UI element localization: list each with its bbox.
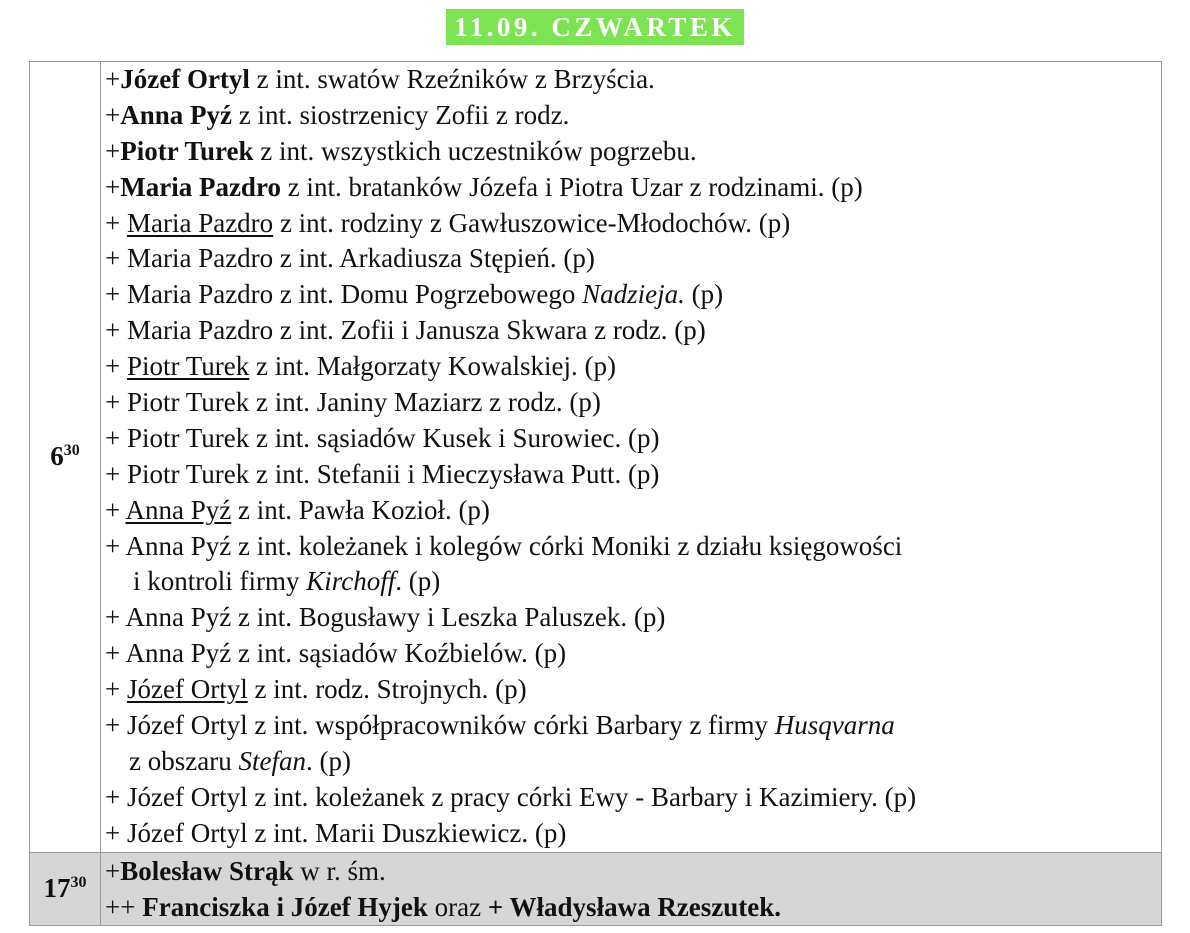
- intention-line: [105, 62, 1161, 98]
- intention-line: [105, 241, 1161, 277]
- intention-line: [105, 206, 1161, 242]
- intention-text: z int. rodziny z Gawłuszowice-Młodochów. (p): [273, 207, 791, 238]
- intention-text: + Józef Ortyl z int. koleżanek z pracy córki Ewy - Barbary i Kazimiery. (p): [105, 781, 917, 812]
- intention-line: [105, 672, 1161, 708]
- intention-text: . (p): [395, 566, 441, 597]
- deceased-name-bold: Bolesław Strąk: [120, 855, 294, 886]
- schedule-body: [30, 62, 1162, 926]
- deceased-name-underlined: Józef Ortyl: [126, 674, 248, 705]
- intention-text: z int. rodz. Strojnych. (p): [247, 674, 527, 705]
- intentions-list: [101, 852, 1162, 925]
- intention-line: [105, 744, 1161, 780]
- intention-text: (p): [684, 279, 724, 310]
- intentions-list: [101, 62, 1162, 853]
- intention-line: [105, 170, 1161, 206]
- mass-schedule-table: [29, 61, 1162, 926]
- intention-text: +: [105, 99, 121, 130]
- deceased-name-bold: Józef Ortyl: [120, 64, 250, 94]
- intention-text: oraz: [427, 891, 488, 922]
- intention-text: z int. Pawła Kozioł. (p): [231, 494, 490, 525]
- deceased-name-bold: Piotr Turek: [120, 135, 254, 166]
- intention-text: + Piotr Turek z int. Stefanii i Mieczysława Putt. (p): [105, 458, 660, 489]
- intention-line: [105, 636, 1161, 672]
- intention-line: [105, 349, 1161, 385]
- intention-text: z int. bratanków Józefa i Piotra Uzar z rodzinami. (p): [280, 171, 863, 202]
- intention-text: + Józef Ortyl z int. współpracowników córki Barbary z firmy: [105, 710, 775, 741]
- intention-text: z int. siostrzenicy Zofii z rodz.: [232, 99, 570, 130]
- intention-text: + Piotr Turek z int. sąsiadów Kusek i Surowiec. (p): [105, 422, 660, 453]
- intention-line: [105, 600, 1161, 636]
- intention-line: [105, 780, 1161, 816]
- intention-text: z int. swatów Rzeźników z Brzyścia.: [249, 64, 655, 94]
- intention-text: z int. Małgorzaty Kowalskiej. (p): [249, 351, 616, 382]
- intention-line: [105, 421, 1161, 457]
- intention-line: [105, 457, 1161, 493]
- day-header: [0, 9, 1190, 45]
- deceased-name-bold: Franciszka i Józef Hyjek: [142, 891, 428, 922]
- intention-line: [105, 134, 1161, 170]
- intention-text: + Anna Pyź z int. Bogusławy i Leszka Paluszek. (p): [105, 602, 666, 633]
- intention-text: + Maria Pazdro z int. Domu Pogrzebowego: [105, 279, 583, 310]
- intention-text: + Maria Pazdro z int. Zofii i Janusza Skwara z rodz. (p): [105, 315, 706, 346]
- intention-text: ++: [105, 891, 143, 922]
- intention-text: . (p): [305, 745, 351, 776]
- intention-line: [105, 564, 1161, 600]
- intention-line: [105, 493, 1161, 529]
- intention-text: + Piotr Turek z int. Janiny Maziarz z rodz. (p): [105, 387, 601, 418]
- mass-time-minutes: 30: [70, 874, 87, 892]
- mass-time-hour: 17: [43, 873, 71, 904]
- italic-text: Stefan: [238, 745, 306, 776]
- deceased-name-bold: Maria Pazdro: [120, 171, 281, 202]
- intention-text: +: [105, 855, 121, 886]
- intention-line: [105, 816, 1161, 852]
- intention-text: + Józef Ortyl z int. Marii Duszkiewicz. (p): [105, 817, 567, 848]
- mass-row: [30, 852, 1162, 925]
- intention-line: [105, 529, 1161, 565]
- deceased-name-underlined: Piotr Turek: [126, 351, 250, 382]
- italic-text: Kirchoff: [306, 566, 396, 597]
- intention-line: [105, 853, 1161, 889]
- intention-line: [105, 98, 1161, 134]
- mass-time: [30, 62, 101, 853]
- mass-row: [30, 62, 1162, 853]
- intention-text: +: [105, 135, 121, 166]
- mass-time: [30, 852, 101, 925]
- intention-line: [105, 313, 1161, 349]
- mass-time-hour: 6: [50, 441, 64, 472]
- intention-text: + Anna Pyź z int. koleżanek i kolegów córki Moniki z działu księgowości: [105, 530, 903, 561]
- intention-text: +: [105, 674, 127, 705]
- deceased-name-underlined: Anna Pyź: [125, 494, 232, 525]
- intention-text: z int. wszystkich uczestników pogrzebu.: [253, 135, 697, 166]
- deceased-name-bold: Anna Pyź: [120, 99, 232, 130]
- italic-text: Nadzieja.: [582, 279, 685, 310]
- mass-time-minutes: 30: [63, 442, 80, 460]
- intention-text: + Anna Pyź z int. sąsiadów Koźbielów. (p): [105, 638, 567, 669]
- intention-text: +: [105, 171, 121, 202]
- intention-line: [105, 708, 1161, 744]
- intention-text: z obszaru: [129, 745, 239, 776]
- deceased-name-bold: + Władysława Rzeszutek.: [487, 891, 782, 922]
- intention-text: +: [105, 64, 121, 94]
- intention-line: [105, 277, 1161, 313]
- intention-text: i kontroli firmy: [133, 566, 307, 597]
- day-title: 11.09. CZWARTEK: [446, 9, 744, 45]
- intention-text: +: [105, 494, 126, 525]
- intention-line: [105, 889, 1161, 925]
- deceased-name-underlined: Maria Pazdro: [126, 207, 274, 238]
- intention-line: [105, 385, 1161, 421]
- intention-text: +: [105, 351, 127, 382]
- italic-text: Husqvarna: [774, 710, 895, 741]
- intention-text: +: [105, 207, 127, 238]
- intention-text: + Maria Pazdro z int. Arkadiusza Stępień. (p): [105, 243, 595, 274]
- intention-text: w r. śm.: [293, 855, 386, 886]
